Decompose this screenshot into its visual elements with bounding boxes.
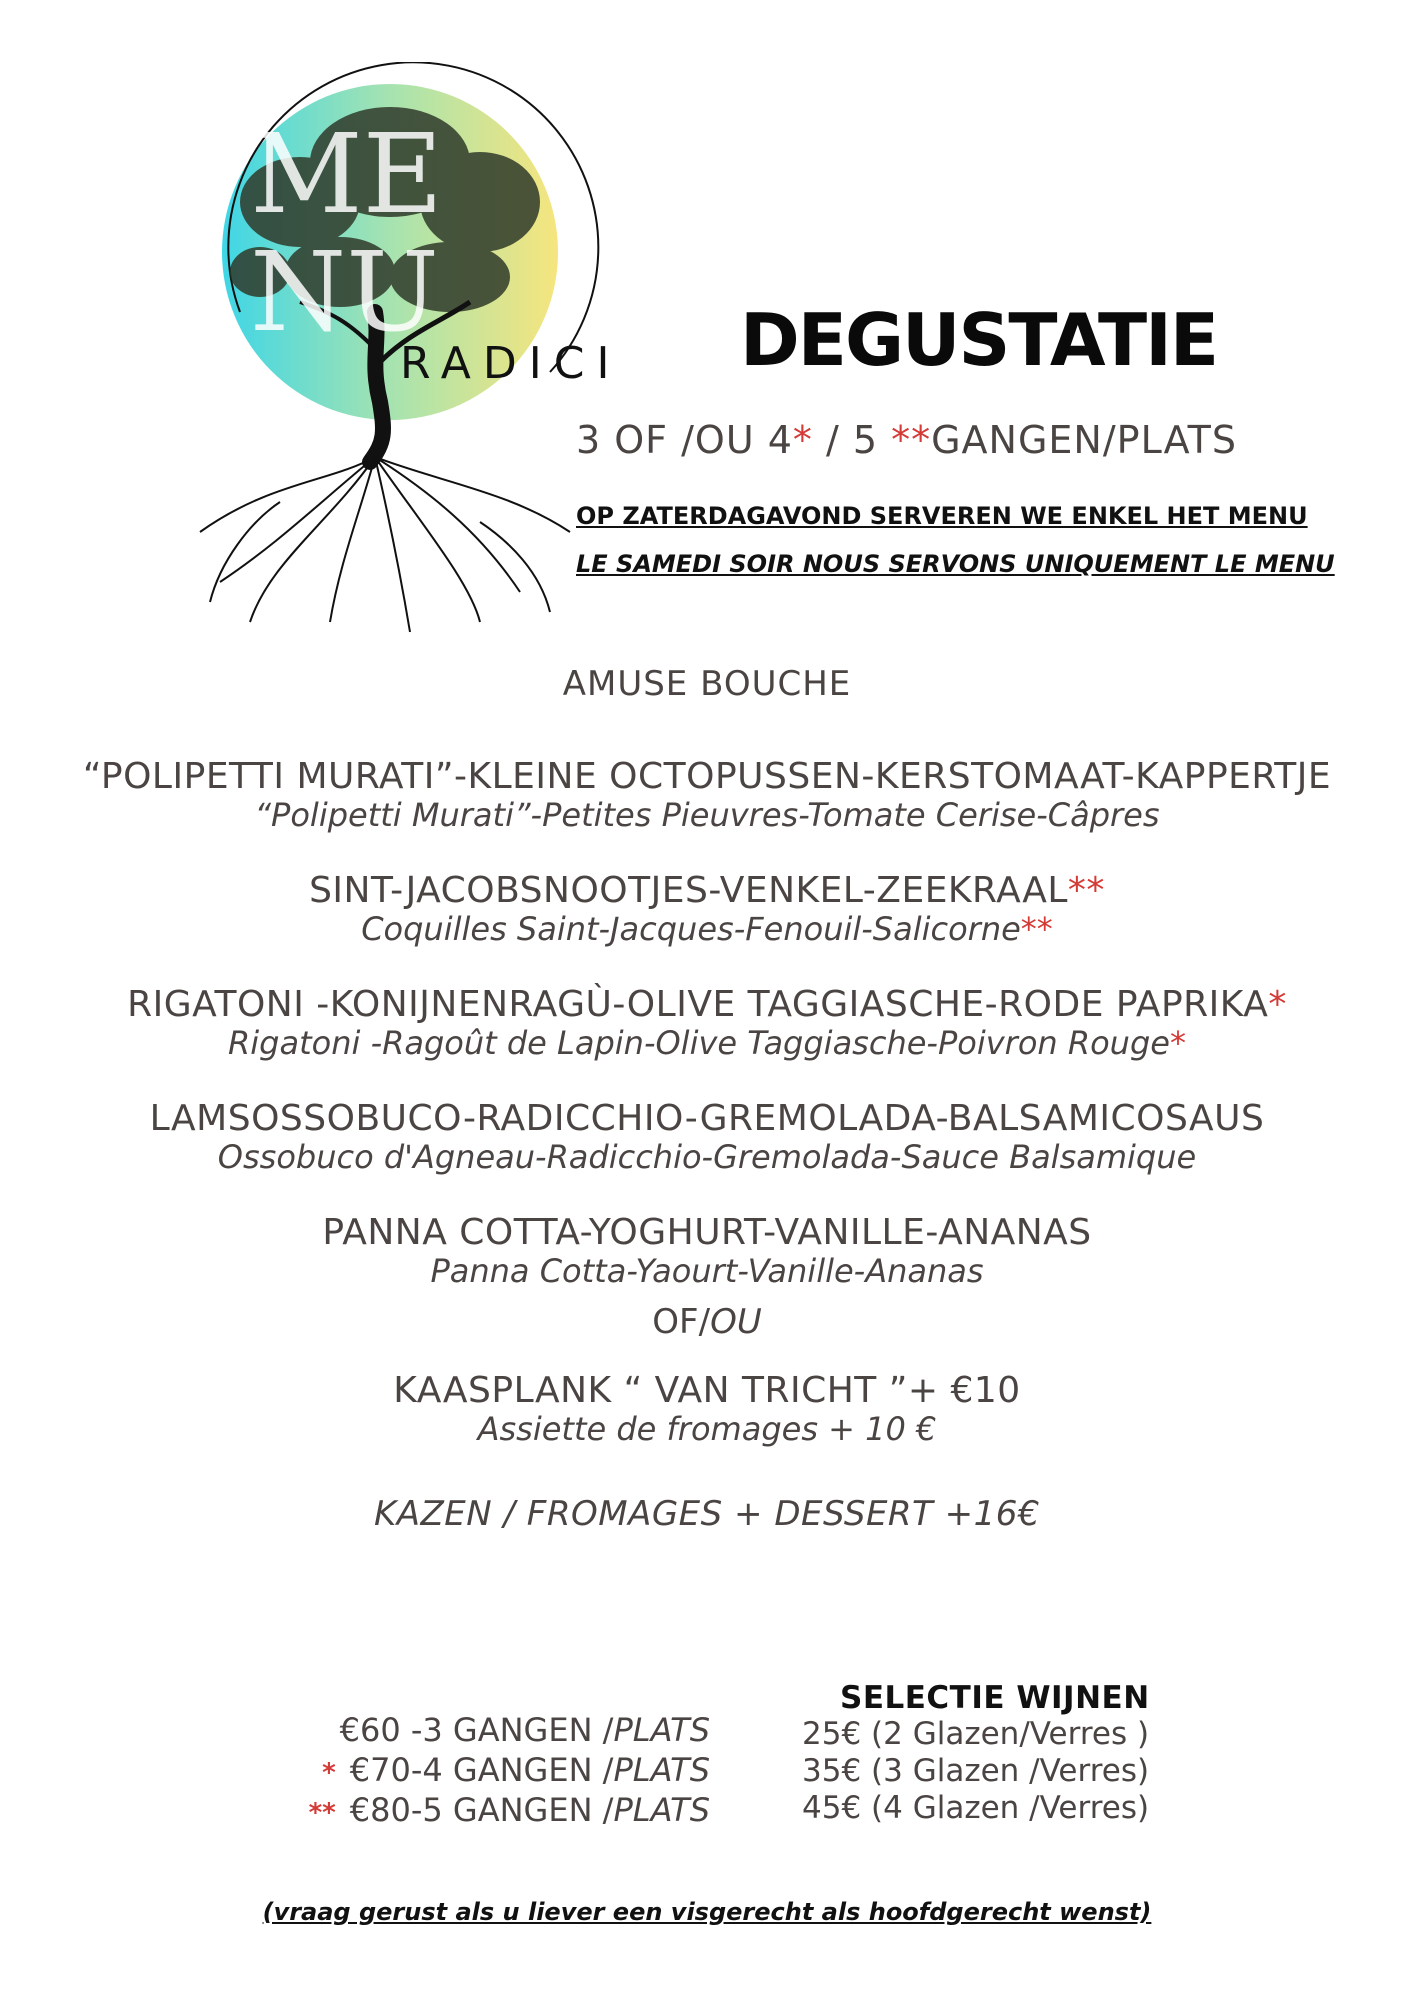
dish-name-nl: SINT-JACOBSNOOTJES-VENKEL-ZEEKRAAL**	[309, 870, 1105, 911]
dish-name-fr: “Polipetti Murati”-Petites Pieuvres-Tomate Cerise-Câpres	[254, 796, 1160, 834]
courses-part-3: GANGEN/PLATS	[931, 418, 1237, 462]
page-title: DEGUSTATIE	[740, 298, 1218, 382]
dish-name-nl: LAMSOSSOBUCO-RADICCHIO-GREMOLADA-BALSAMICOSAUS	[149, 1098, 1265, 1139]
dish-course-mark: **	[1020, 910, 1053, 948]
dish-item	[0, 1100, 1414, 1176]
logo-brand-text: RADICI	[400, 338, 622, 389]
dish-item	[0, 872, 1414, 948]
price-row: €60 -3 GANGEN /PLATS	[339, 1711, 710, 1749]
price-row: ** €80-5 GANGEN /PLATS	[308, 1791, 710, 1829]
courses-star-1: *	[792, 418, 813, 462]
wine-selection-title: SELECTIE WIJNEN	[840, 1680, 1150, 1716]
wine-option: 35€ (3 Glazen /Verres)	[802, 1753, 1150, 1789]
dish-name-fr: Panna Cotta-Yaourt-Vanille-Ananas	[430, 1252, 984, 1290]
menu-section	[0, 664, 1414, 1534]
price-list	[230, 1712, 710, 1832]
price-row: * €70-4 GANGEN /PLATS	[322, 1751, 710, 1789]
wine-option: 25€ (2 Glazen/Verres )	[802, 1716, 1150, 1752]
cheese-dessert-supplement: KAZEN / FROMAGES + DESSERT +16€	[373, 1494, 1041, 1534]
saturday-notice-fr: LE SAMEDI SOIR NOUS SERVONS UNIQUEMENT LE MENU	[576, 550, 1335, 578]
cheese-name-nl: KAASPLANK “ VAN TRICHT ”+ €10	[393, 1370, 1021, 1411]
courses-star-2: **	[891, 418, 932, 462]
wine-option: 45€ (4 Glazen /Verres)	[802, 1790, 1150, 1826]
amuse-bouche: AMUSE BOUCHE	[562, 664, 852, 704]
courses-options	[576, 418, 1237, 462]
dish-item	[0, 758, 1414, 834]
dish-name-nl: RIGATONI -KONIJNENRAGÙ-OLIVE TAGGIASCHE-RODE PAPRIKA*	[127, 984, 1287, 1025]
fish-option-footnote: (vraag gerust als u liever een visgerecht als hoofdgerecht wenst)	[262, 1898, 1152, 1926]
dish-name-nl: “POLIPETTI MURATI”-KLEINE OCTOPUSSEN-KERSTOMAAT-KAPPERTJE	[82, 756, 1332, 797]
courses-part-1: 3 OF /OU 4	[576, 418, 793, 462]
dish-course-mark: *	[1169, 1024, 1186, 1062]
logo-letters-nu: NU	[250, 228, 439, 356]
logo-letters-me: ME	[250, 110, 443, 238]
tree-roots	[200, 457, 570, 632]
dish-name-nl: PANNA COTTA-YOGHURT-VANILLE-ANANAS	[322, 1212, 1092, 1253]
dish-course-mark: **	[1067, 870, 1105, 911]
dish-name-fr: Ossobuco d'Agneau-Radicchio-Gremolada-Sauce Balsamique	[217, 1138, 1197, 1176]
dish-item	[0, 1214, 1414, 1290]
price-course-mark: **	[308, 1798, 336, 1828]
courses-part-2: / 5	[812, 418, 892, 462]
saturday-notice-nl: OP ZATERDAGAVOND SERVEREN WE ENKEL HET MENU	[576, 502, 1308, 530]
wine-selection	[802, 1680, 1202, 1827]
dish-name-fr: Coquilles Saint-Jacques-Fenouil-Salicorne**	[361, 910, 1053, 948]
price-course-mark: *	[322, 1758, 336, 1788]
cheese-name-fr: Assiette de fromages + 10 €	[477, 1410, 937, 1448]
cheese-board-item	[0, 1372, 1414, 1448]
dish-item	[0, 986, 1414, 1062]
dish-name-fr: Rigatoni -Ragoût de Lapin-Olive Taggiasche-Poivron Rouge*	[228, 1024, 1186, 1062]
or-separator: OF/OU	[652, 1302, 762, 1342]
dish-course-mark: *	[1268, 984, 1287, 1025]
